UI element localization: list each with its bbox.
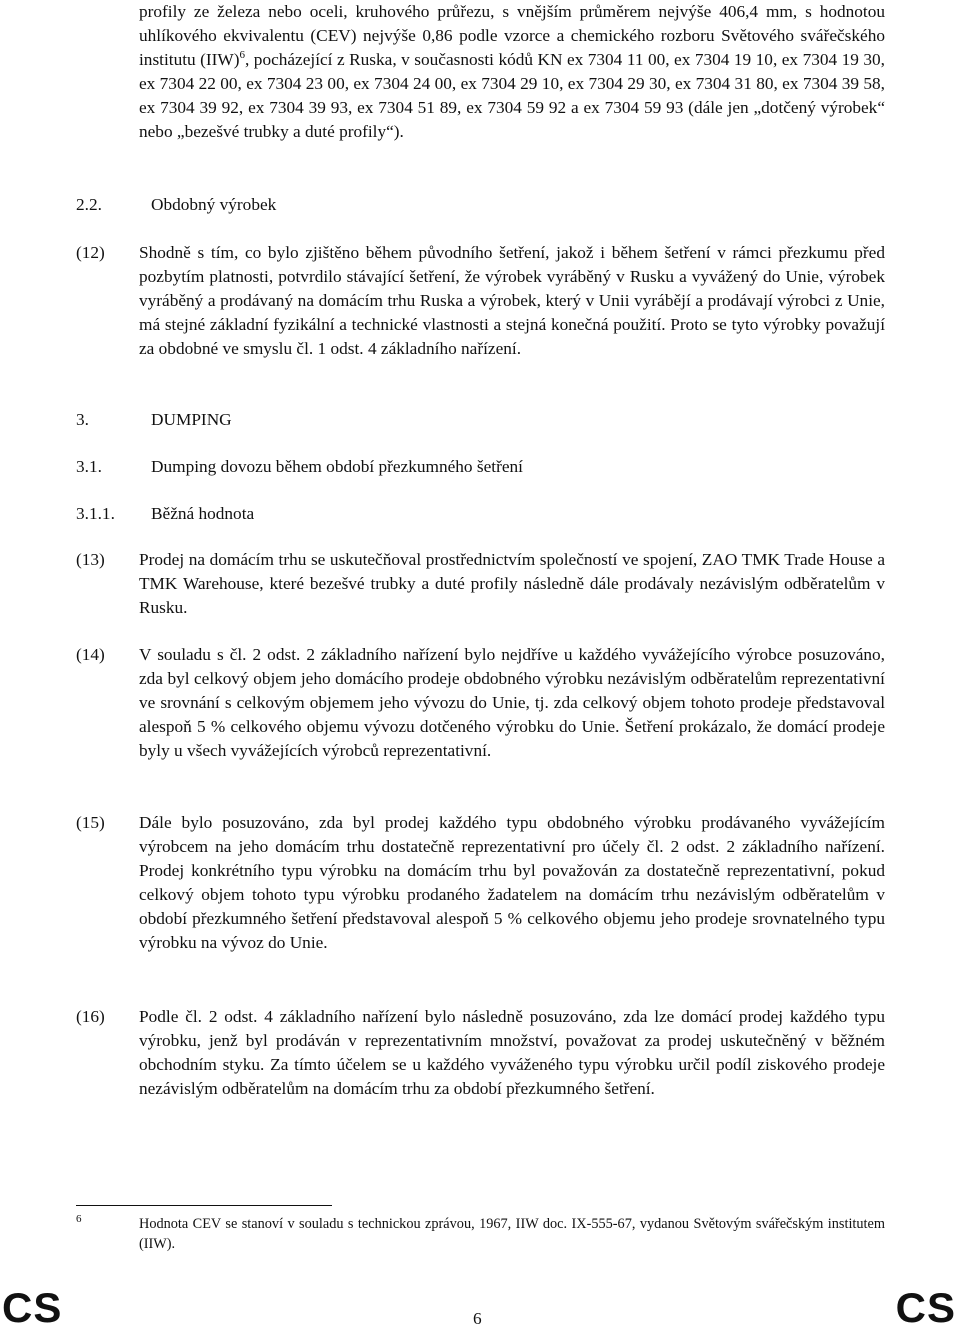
paragraph-number-13: (13) [76,550,105,569]
paragraph-14: V souladu s čl. 2 odst. 2 základního nařízení bylo nejdříve u každého vyvážejícího výrobce posuzováno, zda byl celkový objem jeho domácího prodeje obdobného výrobku nezávislým odběratelům reprezentativní ve srovnání s celkovým objemem jeho vývozu do Unie, tj. zda celkový objem tohoto prodeje představoval alespoň 5 % celkového objemu vývozu dotčeného výrobku do Unie. Šetření prokázalo, že domácí prodeje byly u všech vyvážejících výrobců reprezentativní. [139,645,885,760]
footnote-separator [76,1205,332,1206]
intro-text-part2: , pocházející z Ruska, v současnosti kódů KN ex 7304 11 00, ex 7304 19 10, ex 7304 19 30, ex 7304 22 00, ex 7304 23 00, ex 7304 24 00, ex 7304 29 10, ex 7304 29 30, ex 7304 31 80, ex 7304 39 58, ex 7304 39 92, ex 7304 39 93, ex 7304 51 89, ex 7304 59 92 a ex 7304 59 93 (dále jen „dotčený výrobek“ nebo „bezešvé trubky a duté profily“). [139,50,885,141]
paragraph-number-16: (16) [76,1007,105,1026]
footnote-reference[interactable]: 6 [239,49,245,61]
language-code-left: CS [2,1284,63,1331]
paragraph-number-14: (14) [76,645,105,664]
paragraph-number-12: (12) [76,243,105,262]
section-number-3-1-1: 3.1.1. [76,504,115,523]
section-heading-dumping-period: Dumping dovozu během období přezkumného šetření [151,457,523,476]
intro-paragraph [139,0,885,144]
paragraph-15: Dále bylo posuzováno, zda byl prodej každého typu obdobného výrobku prodávaného vyvážejícím výrobcem na jeho domácím trhu dostatečně reprezentativní pro účely čl. 2 odst. 2 základního nařízení. Prodej konkrétního typu výrobku na domácím trhu byl považován za dostatečně reprezentativní, pokud celkový objem tohoto typu výrobku prodaného žadatelem na domácím trhu nezávislým odběratelům v období přezkumného šetření představoval alespoň 5 % celkového objemu jeho prodeje srovnatelného typu výrobku na vývoz do Unie. [139,813,885,952]
intro-text-part1: profily ze železa nebo oceli, kruhového průřezu, s vnějším průměrem nejvýše 406,4 mm, s hodnotou uhlíkového ekvivalentu (CEV) nejvýše 0,86 podle vzorce a chemického rozboru Světového svářečského institutu (IIW) [139,2,885,69]
section-heading-dumping: DUMPING [151,410,232,429]
section-number-3: 3. [76,410,89,429]
paragraph-13: Prodej na domácím trhu se uskutečňoval prostřednictvím společností ve spojení, ZAO TMK Trade House a TMK Warehouse, které bezešvé trubky a duté profily následně dále prodávaly nezávislým odběratelům v Rusku. [139,550,885,617]
section-number-3-1: 3.1. [76,457,102,476]
section-number-2-2: 2.2. [76,195,102,214]
paragraph-16: Podle čl. 2 odst. 4 základního nařízení bylo následně posuzováno, zda lze domácí prodej každého typu výrobku, jenž byl prodáván v reprezentativním množství, považovat za prodej uskutečněný v běžném obchodním styku. Za tímto účelem se u každého vyváženého typu výrobku určil podíl ziskového prodeje nezávislým odběratelům na domácím trhu za období přezkumného šetření. [139,1007,885,1098]
paragraph-number-15: (15) [76,813,105,832]
footnote-text: Hodnota CEV se stanoví v souladu s technickou zprávou, 1967, IIW doc. IX-555-67, vydanou Světovým svářečským institutem (IIW). [139,1216,885,1252]
paragraph-12: Shodně s tím, co bylo zjištěno během původního šetření, jakož i během šetření v rámci přezkumu před pozbytím platnosti, potvrdilo stávající šetření, že výrobek vyráběný v Rusku a vyvážený do Unie, výrobek vyráběný a prodávaný na domácím trhu Ruska a výrobek, který v Unii vyrábějí a prodávají výrobci z Unie, má stejné základní fyzikální a technické vlastnosti a stejná konečná použití. Proto se tyto výrobky považují za obdobné ve smyslu čl. 1 odst. 4 základního nařízení. [139,243,885,358]
language-code-right: CS [895,1284,956,1331]
section-heading-normal-value: Běžná hodnota [151,504,255,523]
footnote-number: 6 [76,1213,82,1225]
page-number: 6 [473,1309,482,1328]
section-heading-similar-product: Obdobný výrobek [151,195,277,214]
